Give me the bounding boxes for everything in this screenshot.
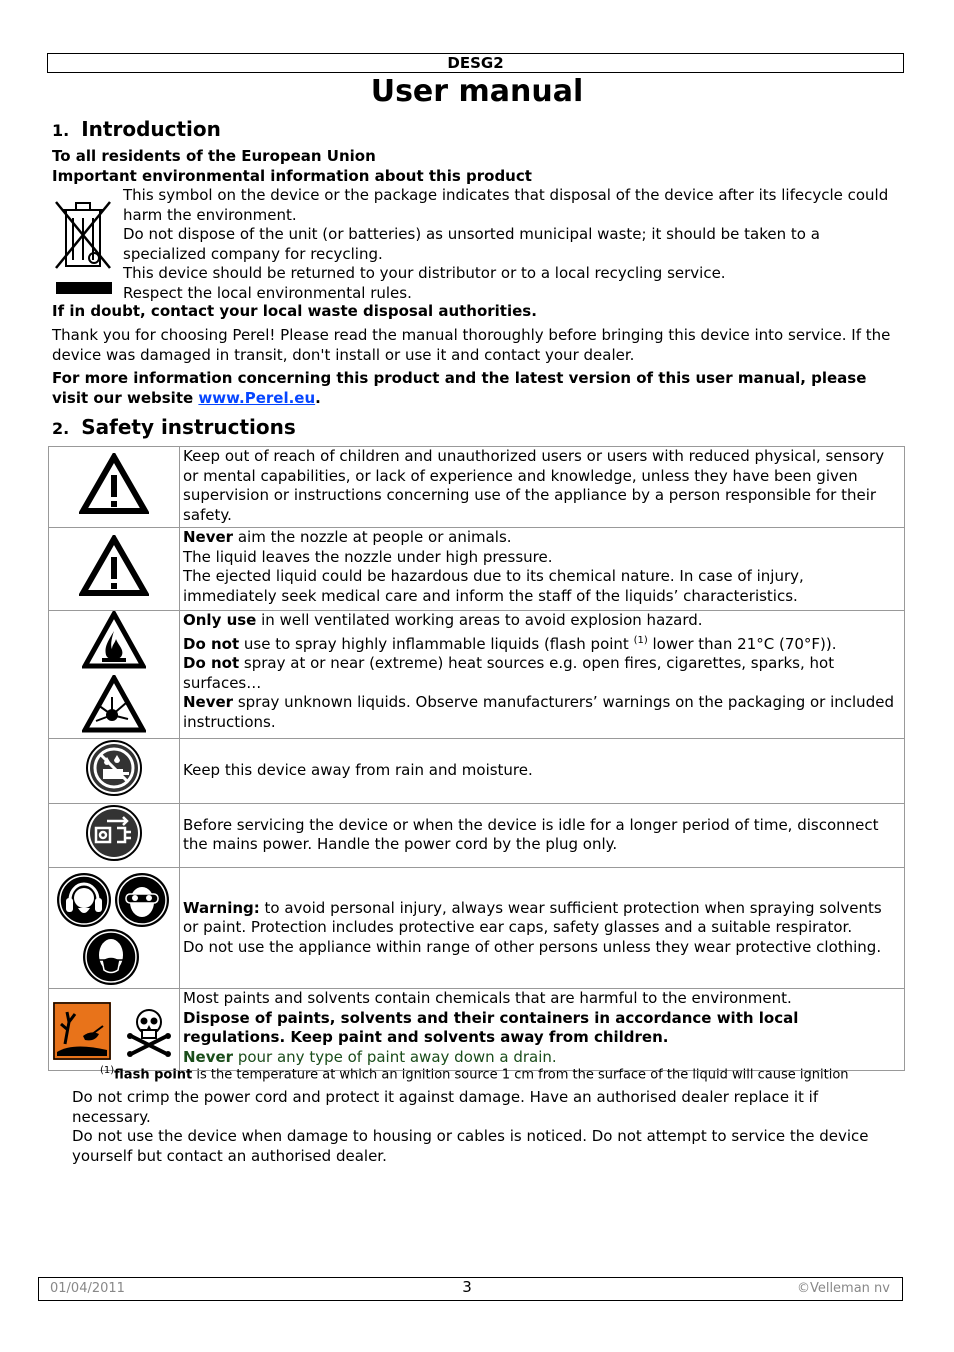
crossed-out-bin-icon <box>52 196 114 296</box>
text: aim the nozzle at people or animals. <box>233 528 512 546</box>
thanks-paragraph: Thank you for choosing Perel! Please read the manual thoroughly before bringing this device into service. If the device was damaged in transit, don't install or use it and contact your dealer. <box>52 326 891 364</box>
footnote-mark: (1) <box>100 1065 115 1076</box>
text: Do not use the appliance within range of other persons unless they wear protective clothing. <box>183 937 882 956</box>
text: Do not crimp the power cord and protect it against damage. Have an authorised dealer replace it if necessary. <box>72 1088 819 1126</box>
section-heading-safety <box>52 415 296 441</box>
skull-crossbones-icon <box>123 1006 175 1064</box>
respirator-icon <box>82 928 140 992</box>
footnote-term: flash point <box>114 1067 193 1083</box>
icon-cell <box>49 447 180 528</box>
emphasis: Never <box>183 693 234 711</box>
text: use to spray highly inflammable liquids (flash point <box>239 634 634 653</box>
explosive-icon <box>82 675 146 739</box>
text: Most paints and solvents contain chemicals that are harmful to the environment. <box>183 989 792 1007</box>
text: Do not use the device when damage to housing or cables is noticed. Do not attempt to service the device yourself but contact an authorised dealer. <box>72 1127 869 1165</box>
footer-copyright: ©Velleman nv <box>796 1281 890 1296</box>
safety-text <box>180 868 905 989</box>
text: spray at or near (extreme) heat sources e.g. open fires, cigarettes, sparks, hot surfaces… <box>183 654 835 692</box>
emphasis: Warning: <box>183 898 260 917</box>
flammable-icon <box>82 611 146 675</box>
safety-goggles-icon <box>114 872 170 934</box>
safety-text: Before servicing the device or when the device is idle for a longer period of time, disconnect the mains power. Handle the power cord by the plug only. <box>180 803 905 868</box>
text: pour any type of paint away down a drain. <box>233 1047 557 1066</box>
unplug-icon <box>85 848 143 866</box>
safety-row <box>49 868 905 989</box>
website-link[interactable]: www.Perel.eu <box>198 388 316 407</box>
emphasis: Dispose of paints, solvents and their containers in accordance with local regulations. Keep paint and solvents away from children. <box>183 1008 799 1046</box>
icon-cell <box>49 803 180 868</box>
emphasis: Do not <box>183 654 240 672</box>
safety-text: Keep out of reach of children and unauthorized users or users with reduced physical, sensory or mental capabilities, or lack of experience and knowledge, unless they have been given supervision or instructions concerning use of the appliance by a person responsible for their safety. <box>180 447 905 528</box>
safety-text <box>180 989 905 1071</box>
safety-text <box>180 528 905 611</box>
section-title: Safety instructions <box>81 415 296 439</box>
text: lower than 21°C (70°F)). <box>647 634 837 653</box>
icon-cell <box>49 868 180 989</box>
model-header: DESG2 <box>47 53 904 73</box>
safety-row <box>49 803 905 868</box>
page-number: 3 <box>462 1278 472 1296</box>
section-number: 1. <box>52 121 70 140</box>
text: to avoid personal injury, always wear sufficient protection when spraying solvents or paint. Protection includes protective ear caps, safety glasses and a suitable respirator. <box>183 898 882 937</box>
footer-date: 01/04/2011 <box>50 1281 125 1296</box>
safety-text <box>180 611 905 739</box>
safety-table <box>48 446 905 1071</box>
emphasis: Only use <box>183 611 257 629</box>
weee-text <box>123 186 898 303</box>
safety-row <box>49 739 905 804</box>
icon-cell <box>49 989 180 1071</box>
weee-line: This symbol on the device or the package indicates that disposal of the device after its lifecycle could harm the environment. <box>123 186 889 224</box>
doubt-line: If in doubt, contact your local waste disposal authorities. <box>52 302 537 320</box>
warning-triangle-icon <box>79 583 149 601</box>
text: spray unknown liquids. Observe manufacturers’ warnings on the packaging or included instructions. <box>183 693 894 731</box>
icon-cell <box>49 528 180 611</box>
section-heading-introduction <box>52 117 221 143</box>
env-info-line: Important environmental information about this product <box>52 167 532 185</box>
no-rain-icon <box>85 783 143 801</box>
weee-line: Do not dispose of the unit (or batteries) as unsorted municipal waste; it should be taken to a specialized company for recycling. <box>123 225 820 263</box>
environment-hazard-icon <box>53 1002 111 1066</box>
ear-protection-icon <box>56 872 112 934</box>
section-number: 2. <box>52 419 70 438</box>
footnote-text: is the temperature at which an ignition source 1 cm from the surface of the liquid will cause ignition <box>192 1067 849 1083</box>
text: in well ventilated working areas to avoid explosion hazard. <box>256 611 703 629</box>
more-info-text: For more information concerning this product and the latest version of this user manual, please visit our website <box>52 369 867 407</box>
more-info-paragraph <box>52 369 902 408</box>
footnote-ref: (1) <box>633 634 648 646</box>
period: . <box>315 388 321 407</box>
emphasis: Never <box>183 1047 234 1066</box>
icon-cell <box>49 739 180 804</box>
section-title: Introduction <box>81 117 221 141</box>
weee-line: This device should be returned to your distributor or to a local recycling service. <box>123 264 726 282</box>
text: The liquid leaves the nozzle under high pressure. <box>183 547 553 566</box>
page-title: User manual <box>370 74 584 109</box>
extra-paragraph <box>72 1088 892 1166</box>
weee-line: Respect the local environmental rules. <box>123 283 412 302</box>
warning-triangle-icon <box>79 501 149 519</box>
icon-cell <box>49 611 180 739</box>
footnote <box>100 1062 849 1084</box>
text: The ejected liquid could be hazardous due to its chemical nature. In case of injury, immediately seek medical care and inform the staff of the liquids’ characteristics. <box>183 567 804 605</box>
eu-residents-line: To all residents of the European Union <box>52 147 376 165</box>
safety-row <box>49 989 905 1071</box>
safety-text: Keep this device away from rain and moisture. <box>180 739 905 804</box>
emphasis: Never <box>183 528 234 546</box>
emphasis: Do not <box>183 634 240 653</box>
safety-row <box>49 528 905 611</box>
safety-row <box>49 447 905 528</box>
safety-row <box>49 611 905 739</box>
